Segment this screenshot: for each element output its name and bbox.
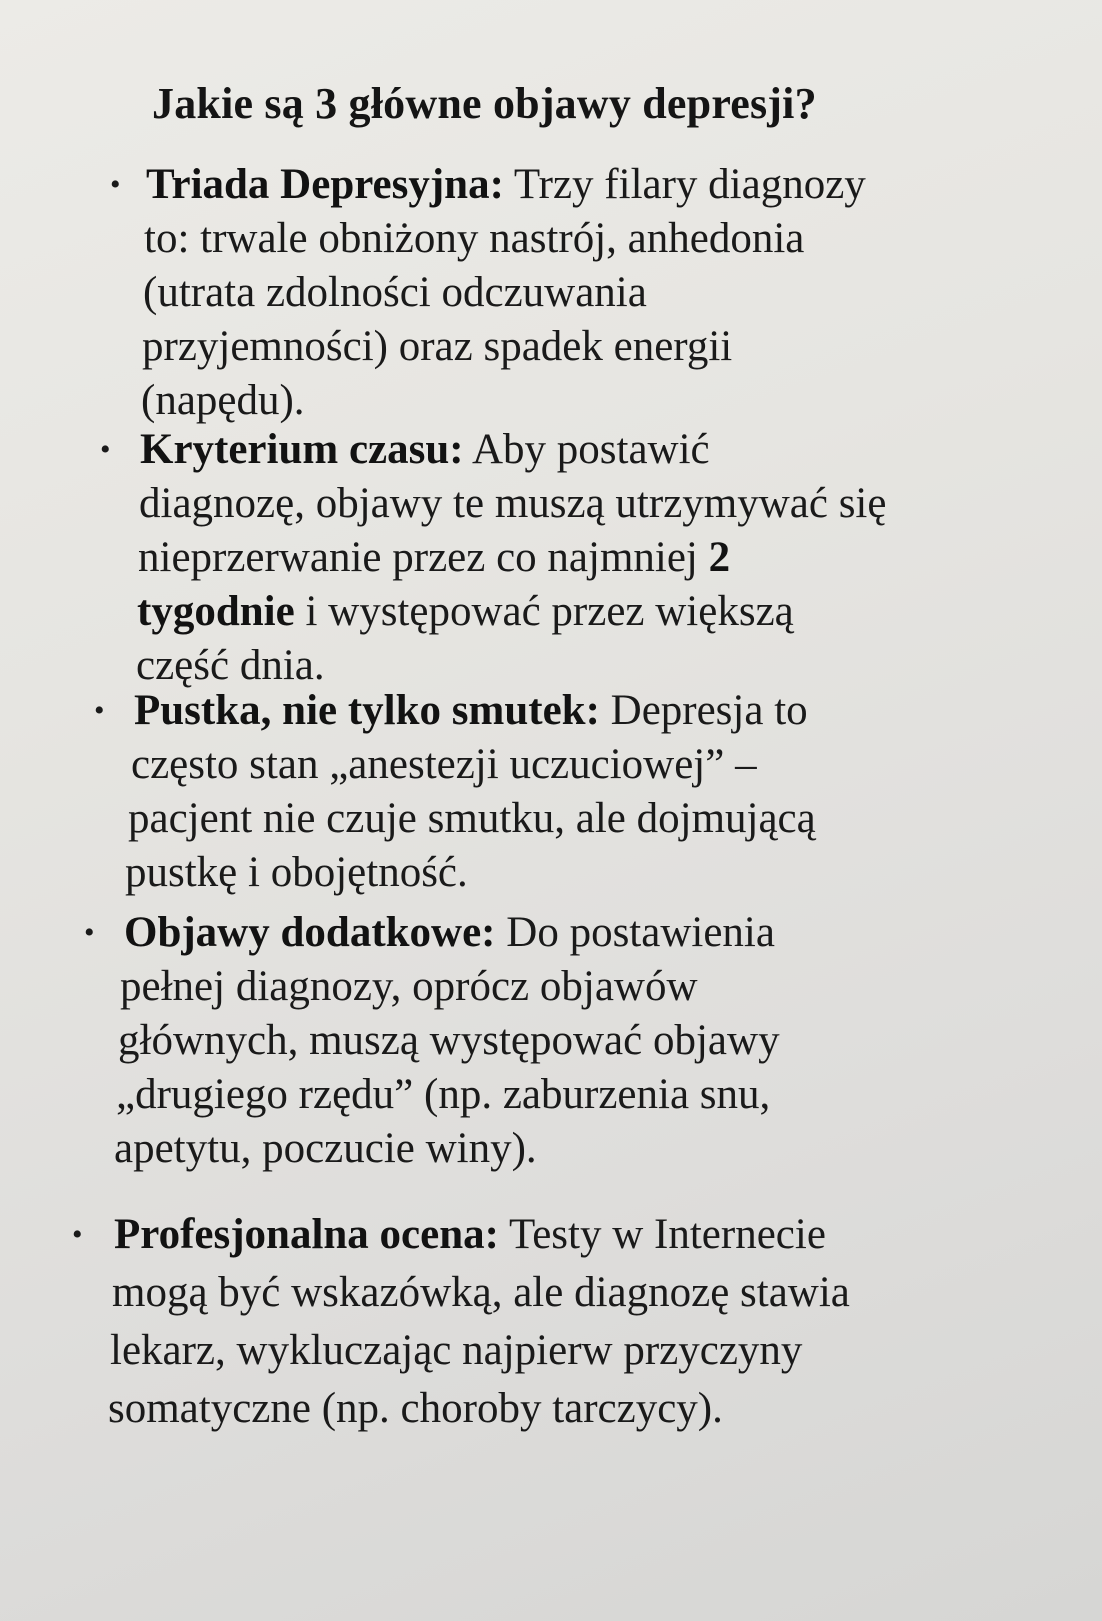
list-item-line: apetytu, poczucie winy). xyxy=(114,1125,537,1172)
list-item-heading: Profesjonalna ocena: xyxy=(114,1211,499,1258)
list-item-heading: Kryterium czasu: xyxy=(140,426,464,473)
emphasis-number: 2 xyxy=(708,534,731,581)
list-item-line: Profesjonalna ocena: Testy w Internecie xyxy=(114,1211,826,1258)
bullet-icon: • xyxy=(84,916,95,949)
list-item xyxy=(100,423,887,693)
list-item-line: pełnej diagnozy, oprócz objawów xyxy=(120,963,698,1010)
list-item-line: pustkę i obojętność. xyxy=(125,849,468,896)
list-item xyxy=(72,1208,850,1436)
bullet-icon: • xyxy=(110,168,121,201)
list-item-line: Objawy dodatkowe: Do postawienia xyxy=(124,909,775,956)
list-item-line: mogą być wskazówką, ale diagnozę stawia xyxy=(112,1269,850,1316)
list-item-line: (utrata zdolności odczuwania xyxy=(143,269,647,316)
emphasis-unit: tygodnie xyxy=(137,588,295,635)
list-item-line: „drugiego rzędu” (np. zaburzenia snu, xyxy=(116,1071,771,1118)
page-title: Jakie są 3 główne objawy depresji? xyxy=(152,79,817,128)
list-item-line: tygodnie i występować przez większą xyxy=(137,588,794,635)
list-item-heading: Triada Depresyjna: xyxy=(146,161,504,208)
list-item xyxy=(94,684,816,900)
list-item-line: lekarz, wykluczając najpierw przyczyny xyxy=(110,1327,803,1374)
list-item xyxy=(84,906,780,1176)
list-item-line: to: trwale obniżony nastrój, anhedonia xyxy=(144,215,805,262)
list-item-line: pacjent nie czuje smutku, ale dojmującą xyxy=(128,795,816,842)
list-item-line: głównych, muszą występować objawy xyxy=(118,1017,780,1064)
list-item-line: Kryterium czasu: Aby postawić xyxy=(140,426,710,473)
list-item-heading: Objawy dodatkowe: xyxy=(124,909,496,956)
bullet-icon: • xyxy=(100,433,111,466)
list-item-line: nieprzerwanie przez co najmniej 2 xyxy=(138,534,731,581)
list-item-line: często stan „anestezji uczuciowej” – xyxy=(131,741,757,788)
list-item-line: (napędu). xyxy=(141,377,305,424)
list-item-line: somatyczne (np. choroby tarczycy). xyxy=(108,1385,723,1432)
list-item-line: część dnia. xyxy=(136,642,325,689)
list-item-line: Pustka, nie tylko smutek: Depresja to xyxy=(134,687,808,734)
list-item-line: Triada Depresyjna: Trzy filary diagnozy xyxy=(146,161,866,208)
bullet-icon: • xyxy=(94,694,105,727)
bullet-icon: • xyxy=(72,1218,83,1251)
list-item-heading: Pustka, nie tylko smutek: xyxy=(134,687,600,734)
list-item-line: przyjemności) oraz spadek energii xyxy=(142,323,733,370)
list-item-line: diagnozę, objawy te muszą utrzymywać się xyxy=(139,480,887,527)
list-item xyxy=(110,158,866,428)
